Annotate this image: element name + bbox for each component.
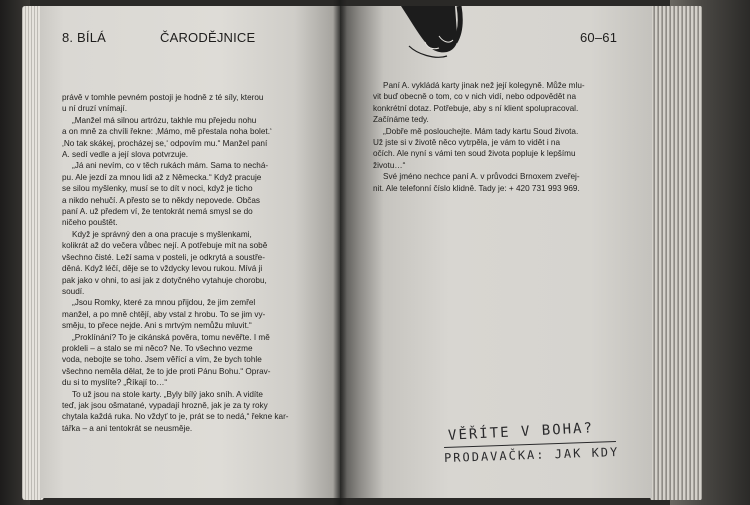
text-line: tářka – a ani tentokrát se neusměje. <box>62 423 193 433</box>
text-line: Už jste si v životě něco vytrpěla, je vám to vidět i na <box>373 138 561 148</box>
text-line: Když je správný den a ona pracuje s myšlenkami, <box>72 229 252 239</box>
text-line: „Dobře mě poslouchejte. Mám tady kartu Soud života. <box>383 126 579 136</box>
text-line: všechno čisté. Leží sama v posteli, je odkrytá a soustře- <box>62 252 265 262</box>
left-page <box>40 6 340 498</box>
text-line: manžel, a po mně chtějí, aby vstal z hrobu. To se jim vy- <box>62 309 266 319</box>
right-page <box>340 6 652 498</box>
text-line: „Proklínání? To je cikánská pověra, tomu nevěřte. I mě <box>72 332 270 342</box>
hands-illustration <box>395 6 475 64</box>
right-body-text <box>373 80 631 194</box>
text-line: konkrétní dotaz. Potřebuje, aby s ní klient spolupracoval. <box>373 103 579 113</box>
text-line: očích. Ale nyní s vámi ten soud života popluje k lepšímu <box>373 149 576 159</box>
text-line: kolikrát až do večera vůbec nejí. A potřebuje mít na sobě <box>62 241 268 251</box>
text-line: paní A. už předem ví, že tentokrát nemá smysl se do <box>62 207 253 217</box>
text-line: teď, jak jsou ošmatané, vypadají hrozně, jak je za ty roky <box>62 400 268 410</box>
text-line: směju, to přece nejde. Ani s mrtvým nemůžu mluvit.“ <box>62 321 252 331</box>
handwritten-question: VĚŘÍTE V BOHA? <box>447 420 595 444</box>
text-line: děná. Když léčí, děje se to vždycky levou rukou. Mívá ji <box>62 264 263 274</box>
left-body-text <box>62 92 332 434</box>
text-line: u ní druzí vnímají. <box>62 104 128 114</box>
text-line: pu. Ale jezdí za mnou lidi až z Německa.“ Když pracuje <box>62 172 262 182</box>
text-line: všechno neměla dělat, že to jde proti Pánu Bohu.“ Oprav- <box>62 366 271 376</box>
chapter-number: 8. BÍLÁ <box>62 30 107 45</box>
text-line: se silou myšlenky, musí se to dít v noci, když je ticho <box>62 184 253 194</box>
handwritten-answer: PRODAVAČKA: JAK KDY <box>443 444 620 466</box>
text-line: Paní A. vykládá karty jinak než její kolegyně. Může mlu- <box>383 81 585 90</box>
text-line: chytala každá ruka. No vždyť to je, prát se to nedá,“ řekne kar- <box>62 412 289 422</box>
text-line: To už jsou na stole karty. „Byly bílý jako sníh. A vidíte <box>72 389 263 399</box>
text-line: vit buď obecně o tom, co v nich vidí, nebo odpovědět na <box>373 92 577 102</box>
page-edges-right <box>650 6 702 500</box>
text-line: a on mně za chvíli řekne: ‚Mámo, mě přestala noha bolet.‘ <box>62 127 272 137</box>
text-line: pak jako v ohni, to asi jak z dotyčného vytahuje chorobu, <box>62 275 267 285</box>
text-line: právě v tomhle pevném postoji je hodně z té síly, kterou <box>62 93 264 102</box>
text-line: nit. Ale telefonní číslo klidně. Tady je: + 420 731 993 969. <box>373 183 580 193</box>
text-line: ‚No tak skákej, procházej se,‘ odpovím mu.“ Manžel paní <box>62 138 268 148</box>
page-numbers: 60–61 <box>580 30 618 45</box>
text-line: ničeho pouštět. <box>62 218 118 228</box>
chapter-title: ČARODĚJNICE <box>160 30 256 45</box>
text-line: soudí. <box>62 286 85 296</box>
text-line: voda, nebojte se toho. Jsem věřící a vím, že bych tohle <box>62 355 262 365</box>
text-line: A. sedí vedle a její slova potvrzuje. <box>62 150 189 160</box>
text-line: du si to myslíte? „Říkají to…“ <box>62 378 168 388</box>
text-line: „Manžel má silnou artrózu, takhle mu přejedu nohu <box>72 115 257 125</box>
text-line: a nikdo nehučí. A přesto se to někdy nepovede. Občas <box>62 195 260 205</box>
text-line: Své jméno nechce paní A. v průvodci Brnoxem zveřej- <box>383 172 580 182</box>
text-line: Začínáme tedy. <box>373 115 429 125</box>
text-line: prokleli – a stalo se mi něco? Ne. To všechno vezme <box>62 343 253 353</box>
text-line: „Já ani nevím, co v těch rukách mám. Sama to nechá- <box>72 161 269 171</box>
text-line: „Jsou Romky, které za mnou přijdou, že jim zemřel <box>72 298 256 308</box>
text-line: životu…“ <box>373 160 406 170</box>
book-spine <box>333 0 347 505</box>
